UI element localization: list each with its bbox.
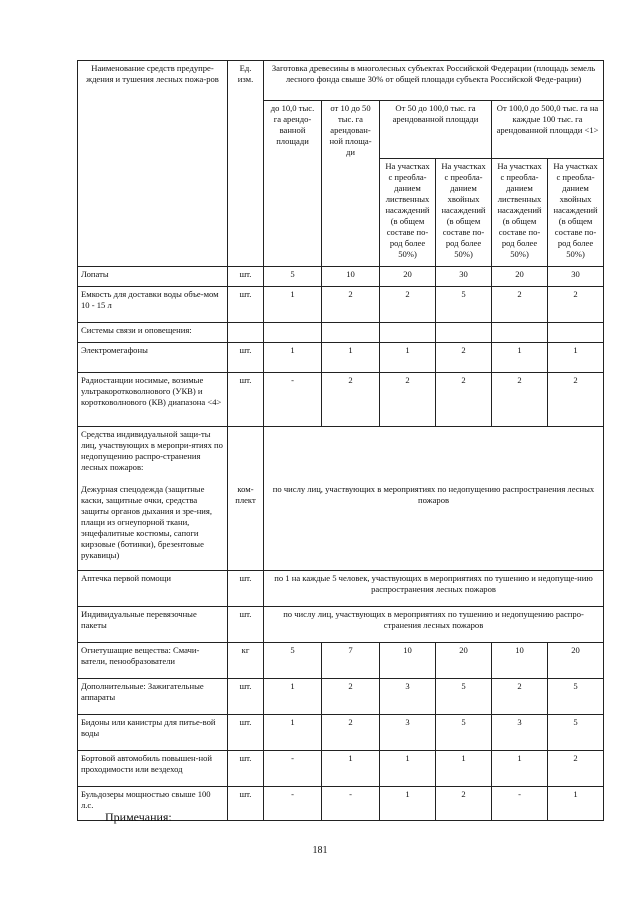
page-number: 181 [312, 845, 328, 856]
cell-value: 2 [548, 287, 604, 323]
header-leaf-coniferous: На участках с преобла-данием хвойных насаждений (в общем составе по-род более 50%) [548, 159, 604, 267]
header-leaf-coniferous: На участках с преобла-данием хвойных насаждений (в общем составе по-род более 50%) [436, 159, 492, 267]
cell-value: 5 [436, 679, 492, 715]
cell-value: 2 [322, 373, 380, 427]
cell-value: 20 [436, 643, 492, 679]
table-row [78, 323, 604, 343]
header-sub-10-50: от 10 до 50 тыс. га арендован-ной площа-ди [322, 101, 380, 267]
row-name [78, 427, 228, 571]
cell-value: 5 [264, 643, 322, 679]
row-unit: шт. [228, 679, 264, 715]
table-row [78, 607, 604, 643]
cell-value: 3 [492, 715, 548, 751]
row-unit: шт. [228, 715, 264, 751]
cell-value: 1 [492, 751, 548, 787]
row-unit: шт. [228, 571, 264, 607]
row-name: Индивидуальные перевязочные пакеты [78, 607, 228, 643]
cell-value: 3 [380, 679, 436, 715]
cell-value: 2 [322, 287, 380, 323]
cell-value: 20 [548, 643, 604, 679]
row-name: Дополнительные: Зажигательные аппараты [78, 679, 228, 715]
cell-value: 1 [548, 343, 604, 373]
row-unit: шт. [228, 267, 264, 287]
cell-value: 2 [436, 373, 492, 427]
table-row [78, 715, 604, 751]
row-unit: шт. [228, 373, 264, 427]
cell-value: 1 [264, 343, 322, 373]
cell-value: 1 [380, 751, 436, 787]
cell-value: 2 [380, 373, 436, 427]
header-leaf-deciduous: На участках с преобла-данием лиственных насаждений (в общем составе по-род более 50%) [380, 159, 436, 267]
cell-value: 5 [264, 267, 322, 287]
ppe-heading: Средства индивидуальной защи-ты лиц, участвующих в меропри-ятиях по недопущению распро-странения лесных пожаров: [81, 429, 223, 472]
header-name: Наименование средств предупре-ждения и тушения лесных пожа-ров [78, 61, 228, 267]
cell-value: 10 [492, 643, 548, 679]
row-unit: шт. [228, 787, 264, 821]
cell-value: 2 [492, 679, 548, 715]
table-row [78, 571, 604, 607]
cell-value: 1 [322, 343, 380, 373]
cell-value: 1 [264, 715, 322, 751]
row-unit: кг [228, 643, 264, 679]
table-row [78, 679, 604, 715]
header-sub-up-to-10: до 10,0 тыс. га арендо-ванной площади [264, 101, 322, 267]
row-name: Системы связи и оповещения: [78, 323, 228, 343]
cell-value: 30 [436, 267, 492, 287]
cell-value: 3 [380, 715, 436, 751]
row-name: Бульдозеры мощностью свыше 100 л.с. [78, 787, 228, 821]
cell-value: 2 [322, 715, 380, 751]
equipment-norms-table [77, 60, 604, 821]
row-unit: шт. [228, 607, 264, 643]
cell-value: 2 [436, 787, 492, 821]
row-unit: шт. [228, 343, 264, 373]
cell-value: 1 [492, 343, 548, 373]
cell-value: 1 [548, 787, 604, 821]
row-name: Электромегафоны [78, 343, 228, 373]
cell-value: 2 [436, 343, 492, 373]
cell-value: 1 [322, 751, 380, 787]
cell-value-merged: по числу лиц, участвующих в мероприятиях по тушению и недопущению распро-странения лесных пожаров [264, 607, 604, 643]
table-row [78, 287, 604, 323]
cell-value: 2 [548, 751, 604, 787]
cell-value: 1 [380, 343, 436, 373]
cell-value: 2 [548, 373, 604, 427]
row-unit: шт. [228, 751, 264, 787]
cell-value: 7 [322, 643, 380, 679]
cell-value: - [264, 373, 322, 427]
header-sub-50-100: От 50 до 100,0 тыс. га арендованной площади [380, 101, 492, 159]
table-row [78, 643, 604, 679]
cell-value: 2 [322, 679, 380, 715]
cell-value: 1 [264, 287, 322, 323]
row-name: Радиостанции носимые, возимые ультракоротковолнового (УКВ) и коротковолнового (КВ) диапазона <4> [78, 373, 228, 427]
cell-value: 5 [548, 679, 604, 715]
cell-value-merged: по 1 на каждые 5 человек, участвующих в мероприятиях по тушению и недопуще-нию распространения лесных пожаров [264, 571, 604, 607]
row-name: Огнетушащие вещества: Смачи-ватели, пенообразователи [78, 643, 228, 679]
notes-label: Примечания: [105, 810, 172, 824]
cell-value: 5 [436, 715, 492, 751]
header-unit: Ед. изм. [228, 61, 264, 267]
cell-value: 20 [380, 267, 436, 287]
cell-value: - [322, 787, 380, 821]
cell-value: 1 [380, 787, 436, 821]
table-row [78, 373, 604, 427]
cell-value: 5 [548, 715, 604, 751]
cell-value: 10 [322, 267, 380, 287]
cell-value: 1 [264, 679, 322, 715]
cell-value: 30 [548, 267, 604, 287]
row-name: Бидоны или канистры для питье-вой воды [78, 715, 228, 751]
cell-value: 1 [436, 751, 492, 787]
table-row [78, 751, 604, 787]
header-group-title: Заготовка древесины в многолесных субъектах Российской Федерации (площадь земель лесного фонда свыше 30% от общей площади субъекта Российской Феде-рации) [264, 61, 604, 101]
cell-value: 2 [492, 287, 548, 323]
cell-value: - [264, 751, 322, 787]
cell-value: 20 [492, 267, 548, 287]
cell-value: 2 [492, 373, 548, 427]
ppe-items: Дежурная спецодежда (защитные каски, защитные очки, средства защиты органов дыхания и зре-ния, плащи из огнеупорной ткани, энцефалитные костюмы, сапоги кирзовые (ботинки), брезентовые рукавицы) [81, 484, 212, 560]
row-name: Аптечка первой помощи [78, 571, 228, 607]
table-row [78, 427, 604, 571]
cell-value: 5 [436, 287, 492, 323]
cell-value-merged: по числу лиц, участвующих в мероприятиях по недопущению распространения лесных пожаров [264, 427, 604, 571]
row-name: Емкость для доставки воды объе-мом 10 - 15 л [78, 287, 228, 323]
row-name: Лопаты [78, 267, 228, 287]
header-leaf-deciduous: На участках с преобла-данием лиственных насаждений (в общем составе по-род более 50%) [492, 159, 548, 267]
table-row [78, 343, 604, 373]
cell-value: 10 [380, 643, 436, 679]
header-sub-100-500: От 100,0 до 500,0 тыс. га на каждые 100 тыс. га арендованной площади <1> [492, 101, 604, 159]
table-row [78, 267, 604, 287]
cell-value: - [264, 787, 322, 821]
cell-value: - [492, 787, 548, 821]
row-name: Бортовой автомобиль повышен-ной проходимости или вездеход [78, 751, 228, 787]
row-unit: ком-плект [228, 427, 264, 571]
cell-value: 2 [380, 287, 436, 323]
row-unit: шт. [228, 287, 264, 323]
